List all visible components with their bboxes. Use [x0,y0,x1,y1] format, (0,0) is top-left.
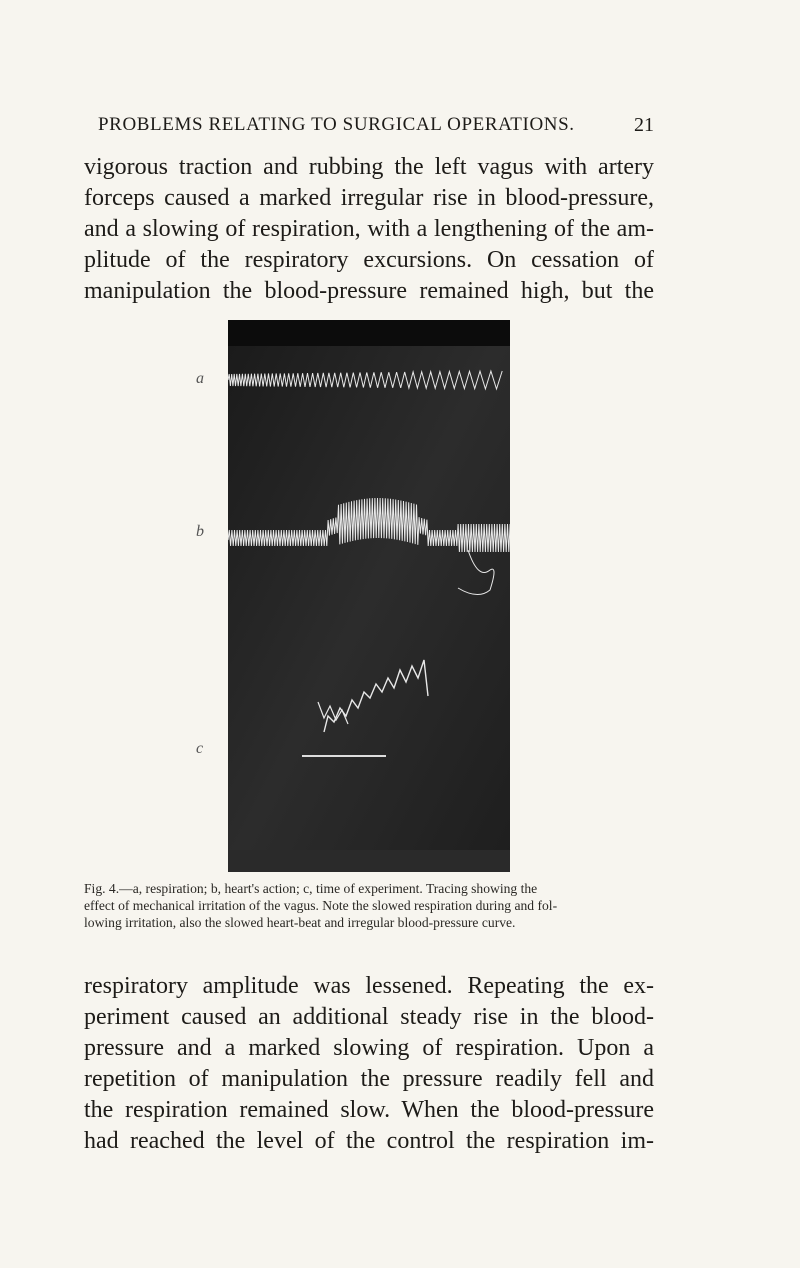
caption-line: Fig. 4.—a, respiration; b, heart's action; c, time of experiment. Tracing showing the [84,881,538,896]
caption-line: lowing irritation, also the slowed heart-beat and irregular blood-pressure curve. [84,915,516,930]
text-line: forceps caused a marked irregular rise in blood-pressure, [84,185,654,211]
page-number: 21 [634,114,654,136]
page-header [84,114,654,144]
kymograph-tracing-image [228,320,510,872]
smoked-paper-background [228,320,510,872]
body-paragraph-bottom [84,971,654,1157]
trace-label-c: c [196,740,204,757]
text-line: manipulation the blood-pressure remained high, but the [84,278,654,304]
text-line: the respiration remained slow. When the blood-pressure [84,1097,654,1123]
kymograph-tracing-figure [228,320,510,872]
trace-label-a: a [196,370,204,387]
figure-caption [84,880,654,931]
text-line: respiratory amplitude was lessened. Repeating the ex- [84,973,654,999]
body-paragraph-top [84,152,654,307]
plate-bottom-band [228,850,510,872]
text-line: periment caused an additional steady rise in the blood- [84,1004,654,1030]
running-head: PROBLEMS RELATING TO SURGICAL OPERATIONS. [98,114,575,135]
text-line: vigorous traction and rubbing the left vagus with artery [84,154,654,180]
plate-top-band [228,320,510,346]
text-line: pressure and a marked slowing of respiration. Upon a [84,1035,654,1061]
text-line: had reached the level of the control the respiration im- [84,1128,654,1154]
trace-label-b: b [196,523,204,540]
text-line: and a slowing of respiration, with a lengthening of the am- [84,216,654,242]
caption-line: effect of mechanical irritation of the vagus. Note the slowed respiration during and fol- [84,898,558,913]
text-line: plitude of the respiratory excursions. On cessation of [84,247,654,273]
text-line: repetition of manipulation the pressure readily fell and [84,1066,654,1092]
